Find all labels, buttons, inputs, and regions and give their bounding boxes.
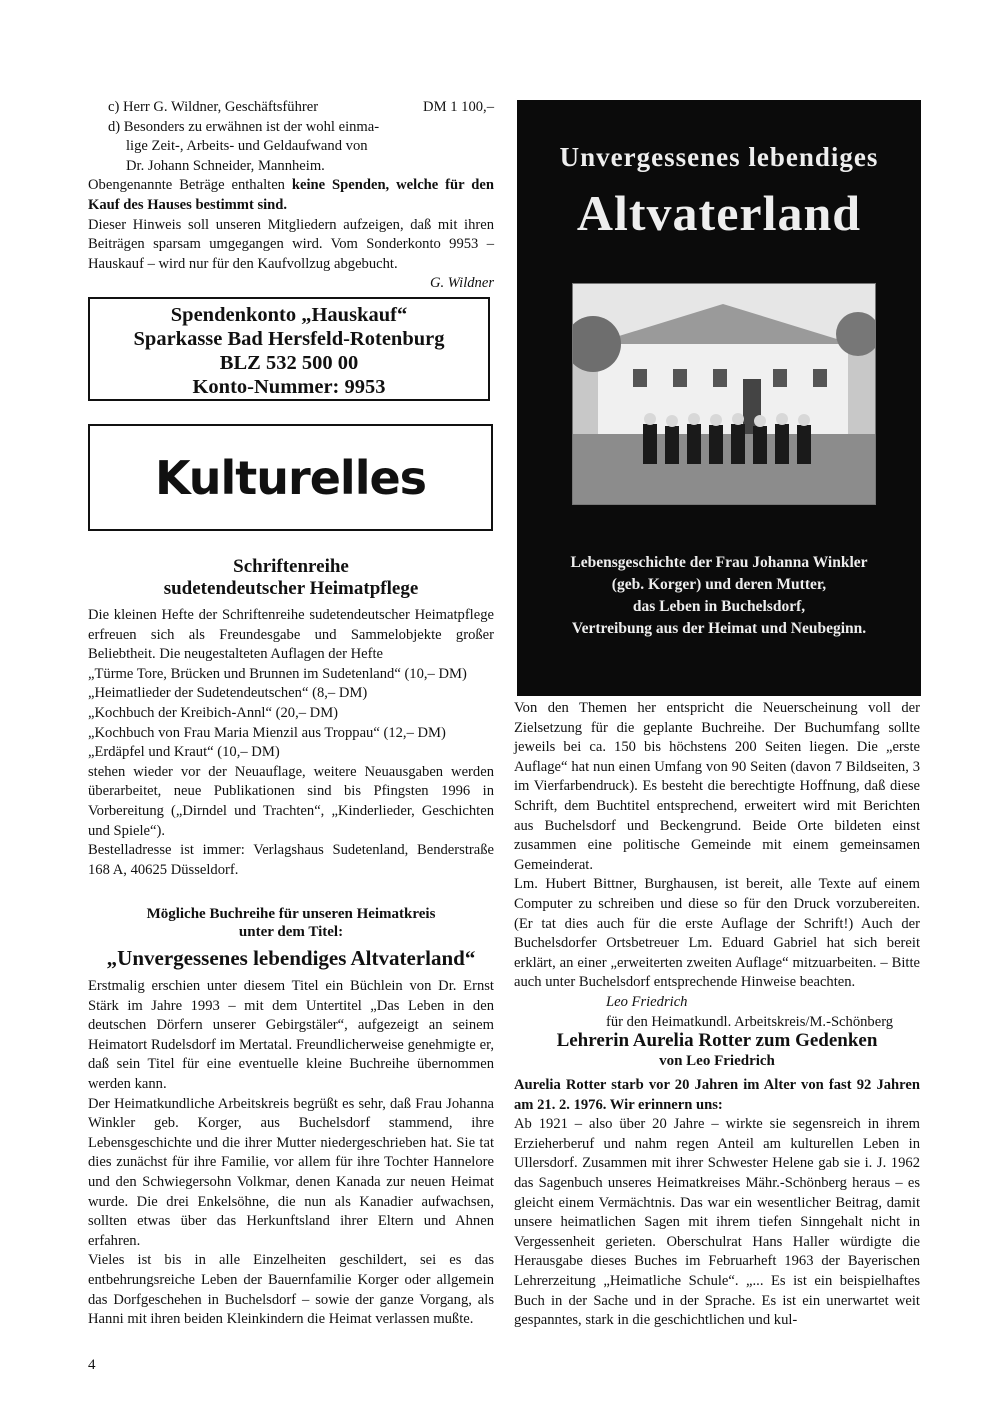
item-c-amount: DM 1 100,– (423, 99, 494, 115)
cover-caption (517, 552, 921, 640)
item-c-label: c) Herr G. Wildner, Geschäftsführer (108, 99, 319, 115)
article-heading: sudetendeutscher Heimatpflege (163, 578, 419, 599)
cover-caption-line: das Leben in Buchelsdorf, (632, 598, 806, 615)
article-byline: von Leo Friedrich (659, 1053, 775, 1069)
signature: G. Wildner (429, 275, 494, 292)
booklet-list (88, 665, 494, 763)
article-kicker: Mögliche Buchreihe für unseren Heimatkreis (146, 906, 436, 922)
paragraph: Ab 1921 – also über 20 Jahre – wirkte sie segensreich in ihrem Erzieherberuf und nahm regen Anteil am kulturellen Leben in Ullersdorf. Zusammen mit ihrer Schwester Helene gab sie i. J. 1962 das Sagenbuch unseres Heimatkreises Mähr.-Schönberg heraus – es gleicht einem Vermächtnis. Das war ein wesentlicher Beitrag, damit unsere heimatlichen Sagen mit ihrem tiefen Sinngehalt nicht in Vergessenheit gerieten. Oberschulrat Hans Haller würdigte die Herausgabe dieses Buches im Februarheft 1963 der Bayerischen Lehrerzeitung „Heimatliche Schule“. „... Es ist ein beispielhaftes Buch in der Sache und in der Sprache. Es ist ein unerwartet weit gespanntes, stark in die geschichtlichen und kul- (514, 1116, 920, 1329)
signature-org: für den Heimatkundl. Arbeitskreis/M.-Schönberg (606, 1013, 894, 1030)
amounts-note-text: Obengenannte Beträge enthalten (88, 177, 292, 194)
donation-line: Sparkasse Bad Hersfeld-Rotenburg (133, 328, 445, 350)
section-title-box (88, 424, 493, 531)
cover-photo (572, 283, 876, 505)
article-lead: Aurelia Rotter starb vor 20 Jahren im Alter von fast 92 Jahren am 21. 2. 1976. Wir erinnern uns: (514, 1077, 920, 1113)
article-heading: Schriftenreihe (233, 556, 349, 577)
item-c (88, 98, 494, 118)
paragraph: stehen wieder vor der Neuauflage, weitere Neuausgaben werden überarbeitet, neue Publikationen sind bis Pfingsten 1996 in Vorbereitung („Dirndel und Trachten“, „Kinderlieder, Geschichten und Spiele“). (88, 763, 494, 839)
members-note: Dieser Hinweis soll unseren Mitgliedern aufzeigen, daß mit ihren Beiträgen sparsam umgegangen wird. Vom Sonderkonto 9953 – Hauskauf – wird nur für den Kaufvollzug abgebucht. (88, 216, 494, 272)
paragraph: Erstmalig erschien unter diesem Titel ein Büchlein von Dr. Ernst Stärk im Jahre 1993 – mit dem Untertitel „Das Leben in den deutschen Dörfern unserer Gebirgstäler“, aufgezeigt an seinem Heimatort Rudelsdorf im Mertatal. Freundlicherweise genehmigte er, daß sein Titel für eine eventuelle kleine Buchreihe übernommen werden kann. (88, 978, 494, 1092)
paragraph: Lm. Hubert Bittner, Burghausen, ist bereit, alle Texte auf einem Computer zu schreiben und diese so für den Druck vorzubereiten. (Er tat dies auch für die erste Auflage der Schrift!) Auch der Buchelsdorfer Ortsbetreuer Lm. Eduard Gabriel hat sich bereit erklärt, an einer „erweiterten zweiten Auflage“ mitzuarbeiten. – Bitte auch unter Buchelsdorf entsprechende Hinweise beachten. (514, 876, 920, 991)
list-item: „Kochbuch von Frau Maria Mienzil aus Troppau“ (12,– DM) (88, 724, 446, 741)
paragraph: Vieles ist bis in alle Einzelheiten geschildert, sei es das entbehrungsreiche Leben der Bauernfamilie Korger oder allgemein das Dorfgeschehen in Buchelsdorf – sowie der ganze Vorgang, als Hanni mit ihren beiden Kleinkindern die Heimat verlassen mußte. (88, 1252, 494, 1328)
cover-caption-line: Lebensgeschichte der Frau Johanna Winkler (570, 554, 868, 571)
item-d-line: Dr. Johann Schneider, Mannheim. (126, 157, 325, 174)
farmhouse-photo-icon (573, 284, 875, 504)
list-item: „Kochbuch der Kreibich-Annl“ (20,– DM) (88, 704, 339, 721)
article-heading: Lehrerin Aurelia Rotter zum Gedenken (556, 1030, 878, 1051)
account-notes (88, 98, 494, 294)
rotter-article (514, 1030, 920, 1331)
buchreihe-article (88, 905, 494, 1330)
item-d-line: d) Besonders zu erwähnen ist der wohl einma- (108, 118, 380, 135)
donation-line: Konto-Nummer: 9953 (192, 376, 386, 398)
signature-name: Leo Friedrich (606, 993, 688, 1010)
cover-caption-line: Vertreibung aus der Heimat und Neubeginn. (571, 620, 867, 637)
list-item: „Türme Tore, Brücken und Brunnen im Sudetenland“ (10,– DM) (88, 665, 467, 682)
amounts-note-bold: keine Spenden, welche für den Kauf des Hauses bestimmt sind. (88, 177, 494, 213)
paragraph: Von den Themen her entspricht die Neuerscheinung voll der Zielsetzung für die geplante Buchreihe. Der Buchumfang sollte jeweils bei ca. 150 bis höchstens 200 Seiten liegen. Die „erste Auflage“ hat nun einen Umfang von 90 Seiten (davon 7 Bildseiten, 3 im Vierfarbendruck). Es besteht die berechtigte Hoffnung, daß diese Schrift, dem Buchtitel entsprechend, erweitert wird mit Berichten aus Buchelsdorf und Beckengrund. Beide Orte bildeten einst zusammen eine politische Gemeinde mit einem gemeinsamen Gemeinderat. (514, 700, 920, 873)
list-item: „Heimatlieder der Sudetendeutschen“ (8,– DM) (88, 685, 368, 702)
cover-title-line2: Altvaterland (576, 185, 862, 241)
cover-caption-line: (geb. Korger) und deren Mutter, (611, 576, 827, 593)
buchreihe-continued (514, 699, 920, 1032)
item-d (88, 118, 494, 177)
donation-line: BLZ 532 500 00 (219, 352, 359, 374)
article-title: „Unvergessenes lebendiges Altvaterland“ (106, 946, 476, 970)
section-title: Kulturelles (154, 450, 427, 505)
page-number: 4 (88, 1357, 96, 1373)
book-cover-image (517, 100, 921, 696)
donation-line: Spendenkonto „Hauskauf“ (170, 304, 408, 326)
item-d-line: lige Zeit-, Arbeits- und Geldaufwand von (126, 138, 368, 155)
paragraph: Bestelladresse ist immer: Verlagshaus Sudetenland, Benderstraße 168 A, 40625 Düsseldorf. (88, 842, 494, 878)
schriftenreihe-article (88, 556, 494, 880)
donation-account-box (88, 297, 490, 401)
article-kicker: unter dem Titel: (238, 924, 344, 940)
list-item: „Erdäpfel und Kraut“ (10,– DM) (88, 744, 280, 761)
paragraph: Die kleinen Hefte der Schriftenreihe sudetendeutscher Heimatpflege erfreuen sich als Freundesgabe und Sammelobjekte großer Beliebtheit. Die neugestalteten Auflagen der Hefte (88, 607, 494, 663)
amounts-note (88, 176, 494, 215)
paragraph: Der Heimatkundliche Arbeitskreis begrüßt es sehr, daß Frau Johanna Winkler geb. Korger, aus Buchelsdorf stammend, ihre Lebensgeschichte und die ihrer Mutter niedergeschrieben hat. Sie tat dies zunächst für ihre Familie, vor allem für ihre Tochter Hannelore und den Schwiegersohn Volkmar, denen Kanada zur neuen Heimat wurde. Die drei Enkelsöhne, die nun als Kanadier aufwachsen, sollten etwas über das Herkunftsland ihrer Eltern und Ahnen erfahren. (88, 1095, 494, 1249)
cover-title-line1: Unvergessenes lebendiges (559, 142, 879, 172)
